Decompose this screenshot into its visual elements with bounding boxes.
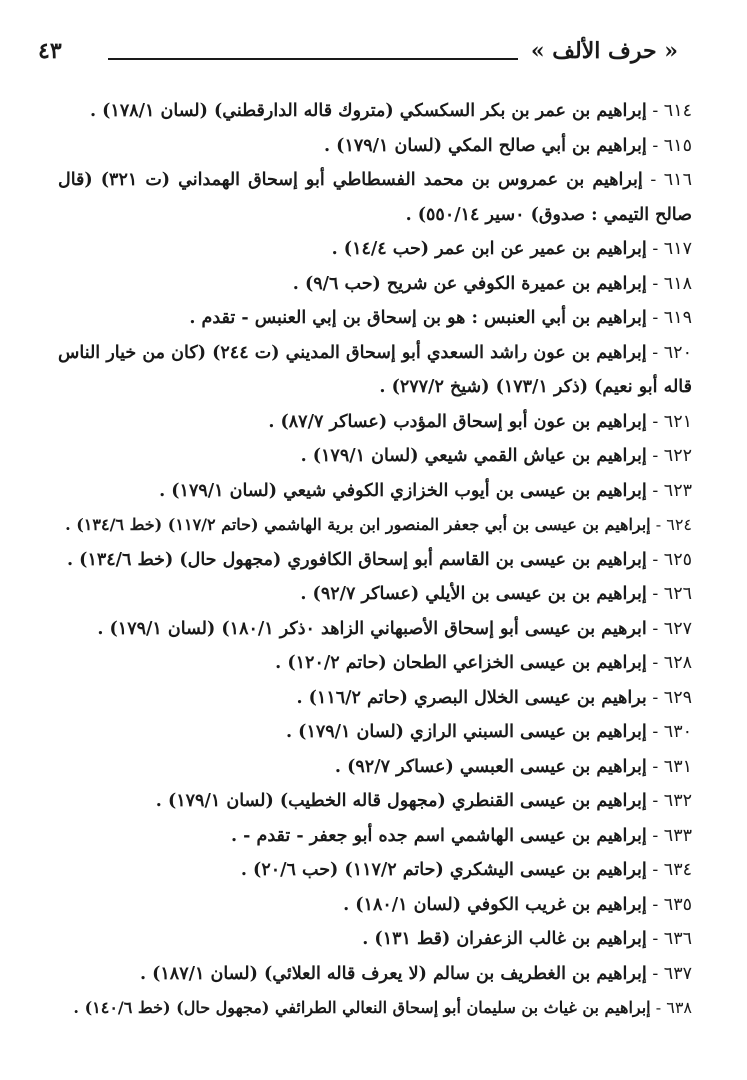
entry-text: إبراهيم بن عيسى بن أبي جعفر المنصور ابن برية الهاشمي (حاتم ١١٧/٢) (خط ١٣٤/٦) . [65, 515, 651, 534]
list-item [58, 681, 692, 716]
entry-number: ٦٢٤ - [655, 515, 692, 534]
chapter-title: « حرف الألف » [530, 38, 678, 64]
entry-number: ٦٢٣ - [652, 480, 692, 501]
header-rule [108, 58, 518, 60]
list-item [58, 646, 692, 681]
entry-text: إبراهيم بن عيسى العبسي (عساكر ٩٢/٧) . [334, 756, 647, 777]
list-item [58, 405, 692, 440]
entry-number: ٦٢١ - [652, 411, 692, 432]
entry-number: ٦٣٦ - [652, 929, 692, 949]
entry-text: إبراهيم بن عيسى الهاشمي اسم جده أبو جعفر - تقدم - . [230, 825, 647, 846]
entry-text: إبراهيم بن غالب الزعفران (قط ١٣١) . [362, 929, 647, 949]
entry-text: إبراهيم بن عون أبو إسحاق المؤدب (عساكر ٨٧/٧) . [268, 411, 647, 432]
list-item [58, 819, 692, 854]
entry-text: إبراهيم بن عيسى بن أيوب الخزازي الكوفي شيعي (لسان ١٧٩/١) . [159, 480, 647, 501]
list-item [58, 612, 692, 647]
entry-text: إبراهيم بن عون راشد السعدي أبو إسحاق المديني (ت ٢٤٤) (كان من خيار الناس قاله أبو نعيم) (ذكر ١٧٣/١) (شيخ ٢٧٧/٢) . [58, 342, 692, 397]
list-item [58, 543, 692, 578]
entry-text: إبراهيم بن عمر بن بكر السكسكي (متروك قاله الدارقطني) (لسان ١٧٨/١) . [89, 101, 647, 121]
entry-number: ٦٣٣ - [652, 825, 692, 846]
entry-text: إبراهيم بن عياش القمي شيعي (لسان ١٧٩/١) . [300, 446, 647, 466]
list-item [58, 474, 692, 509]
entry-text: إبراهيم بن عيسى بن القاسم أبو إسحاق الكافوري (مجهول حال) (خط ١٣٤/٦) . [66, 549, 647, 570]
entry-number: ٦١٦ - [650, 170, 692, 190]
list-item [58, 508, 692, 543]
list-item [58, 94, 692, 129]
entry-number: ٦١٨ - [652, 273, 692, 294]
list-item [58, 853, 692, 888]
entry-text: إبراهيم بن عيسى السبني الرازي (لسان ١٧٩/١) . [285, 722, 647, 742]
list-item [58, 577, 692, 612]
entry-number: ٦٢٥ - [652, 549, 692, 570]
entry-number: ٦٣١ - [652, 756, 692, 777]
list-item [58, 922, 692, 957]
entry-number: ٦٢٩ - [652, 687, 692, 708]
entry-text: إبراهيم بن أبي صالح المكي (لسان ١٧٩/١) . [324, 135, 647, 156]
entry-number: ٦١٩ - [652, 308, 692, 328]
entry-text: إبراهيم بن عمروس بن محمد الفسطاطي أبو إسحاق الهمداني (ت ٣٢١) (قال صالح التيمي : صدوق) ٠سير ٥٥٠/١٤) . [58, 170, 692, 225]
entry-number: ٦٣٥ - [652, 894, 692, 915]
page-header [38, 36, 678, 76]
entry-text: إبراهيم بن أبي العنبس : هو بن إسحاق بن إبي العنبس - تقدم . [189, 308, 647, 328]
list-item [58, 163, 692, 232]
entry-number: ٦٢٨ - [652, 653, 692, 673]
entry-number: ٦٢٢ - [652, 446, 692, 466]
list-item [58, 991, 692, 1026]
entry-number: ٦١٧ - [652, 239, 692, 259]
entry-number: ٦٣٠ - [652, 722, 692, 742]
entry-text: إبراهيم بن عيسى الخزاعي الطحان (حاتم ١٢٠/٢) . [275, 653, 647, 673]
entry-list [58, 94, 692, 1026]
list-item [58, 129, 692, 164]
list-item [58, 750, 692, 785]
list-item [58, 301, 692, 336]
entry-text: إبراهيم بن غريب الكوفي (لسان ١٨٠/١) . [343, 894, 647, 915]
list-item [58, 267, 692, 302]
entry-number: ٦٢٦ - [652, 584, 692, 604]
entry-text: إبراهيم بن عمير عن ابن عمر (حب ١٤/٤) . [331, 239, 647, 259]
entry-text: إبراهيم بن عميرة الكوفي عن شريح (حب ٩/٦) . [292, 273, 647, 294]
entry-text: براهيم بن عيسى الخلال البصري (حاتم ١١٦/٢) . [296, 687, 647, 708]
list-item [58, 888, 692, 923]
entry-number: ٦٣٧ - [652, 963, 692, 984]
entry-number: ٦٣٨ - [655, 998, 692, 1017]
page-number: ٤٣ [38, 38, 62, 64]
list-item [58, 232, 692, 267]
entry-text: إبراهيم بن عيسى القنطري (مجهول قاله الخطيب) (لسان ١٧٩/١) . [155, 791, 647, 811]
entry-number: ٦١٤ - [652, 101, 692, 121]
entry-text: إبراهيم بن بن عيسى بن الأيلي (عساكر ٩٢/٧) . [300, 584, 647, 604]
entry-number: ٦٢٠ - [652, 342, 692, 363]
list-item [58, 957, 692, 992]
entry-text: إبراهيم بن عيسى اليشكري (حاتم ١١٧/٢) (حب ٢٠/٦) . [240, 860, 647, 880]
list-item [58, 439, 692, 474]
entry-number: ٦٢٧ - [652, 618, 692, 639]
entry-number: ٦٣٤ - [652, 860, 692, 880]
entry-number: ٦٣٢ - [652, 791, 692, 811]
entry-number: ٦١٥ - [652, 135, 692, 156]
list-item [58, 715, 692, 750]
list-item [58, 784, 692, 819]
list-item [58, 336, 692, 405]
entry-text: إبراهيم بن الغطريف بن سالم (لا يعرف قاله العلائي) (لسان ١٨٧/١) . [139, 963, 647, 984]
entry-text: ابرهيم بن عيسى أبو إسحاق الأصبهاني الزاهد ٠ذكر ١٨٠/١) (لسان ١٧٩/١) . [97, 618, 647, 639]
entry-text: إبراهيم بن غياث بن سليمان أبو إسحاق النعالي الطرائفي (مجهول حال) (خط ١٤٠/٦) . [73, 998, 651, 1017]
